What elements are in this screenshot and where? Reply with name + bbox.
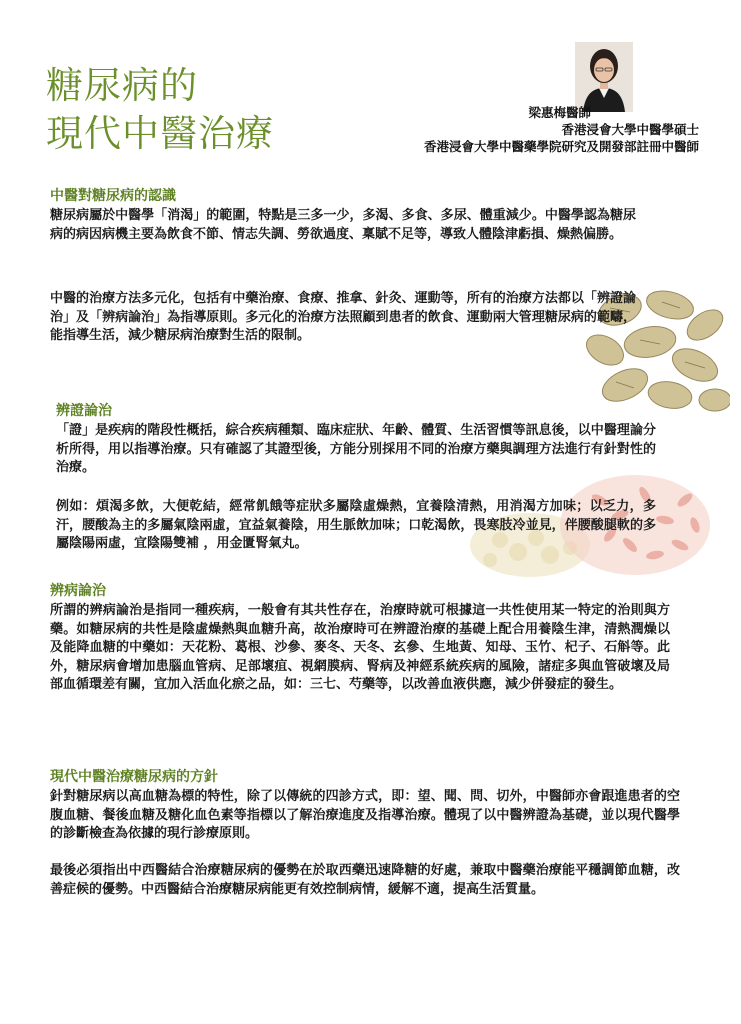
author-photo [575, 42, 633, 112]
paragraph-understanding-1: 糖尿病屬於中醫學「消渴」的範圍，特點是三多一少，多渴、多食、多尿、體重減少。中醫學認為糖尿病的病因病機主要為飲食不節、情志失調、勞欲過度、稟賦不足等，導致人體陰津虧損、燥熱偏勝。 [50, 208, 636, 242]
title-line-2: 現代中醫治療 [46, 112, 274, 155]
paragraph-modern-2: 最後必須指出中西醫結合治療糖尿病的優勢在於取西藥迅速降糖的好處，兼取中醫藥治療能平穩調節血糖，改善症候的優勢。中西醫結合治療糖尿病能更有效控制病情，緩解不適，提高生活質量。 [50, 863, 680, 897]
paragraph-syndrome-1: 「證」是疾病的階段性概括，綜合疾病種類、臨床症狀、年齡、體質、生活習慣等訊息後，以中醫理論分析所得，用以指導治療。只有確認了其證型後，方能分別採用不同的治療方藥與調理方法進行有針對性的治療。 [56, 423, 656, 475]
section-heading-disease: 辨病論治 [50, 583, 106, 599]
section-heading-syndrome: 辨證論治 [56, 403, 112, 419]
paragraph-syndrome-2: 例如：煩渴多飲，大便乾結，經常飢餓等症狀多屬陰虛燥熱，宜養陰清熱，用消渴方加味；以乏力，多汗，腰酸為主的多屬氣陰兩虛，宜益氣養陰，用生脈飲加味；口乾渴飲，畏寒肢冷並見，伴腰酸腿軟的多屬陰陽兩虛，宜陰陽雙補 ，用金匱腎氣丸。 [56, 499, 656, 551]
page-title [46, 62, 274, 158]
author-credential-1: 香港浸會大學中醫學碩士 [561, 122, 699, 137]
title-line-1: 糖尿病的 [46, 64, 198, 107]
section-heading-understanding: 中醫對糖尿病的認識 [50, 188, 176, 204]
author-credential-2: 香港浸會大學中醫藥學院研究及開發部註冊中醫師 [423, 139, 699, 154]
paragraph-understanding-2: 中醫的治療方法多元化，包括有中藥治療、食療、推拿、針灸、運動等，所有的治療方法都以「辨證論治」及「辨病論治」為指導原則。多元化的治療方法照顧到患者的飲食、運動兩大管理糖尿病的範疇，能指導生活，減少糖尿病治療對生活的限制。 [50, 291, 636, 343]
section-heading-modern: 現代中醫治療糖尿病的方針 [50, 769, 218, 785]
author-info [424, 104, 699, 155]
paragraph-disease-1: 所謂的辨病論治是指同一種疾病，一般會有其共性存在，治療時就可根據這一共性使用某一特定的治則與方藥。如糖尿病的共性是陰虛燥熱與血糖升高，故治療時可在辨證治療的基礎上配合用養陰生津，清熱潤燥以及能降血糖的中藥如：天花粉、葛根、沙參、麥冬、天冬、玄參、生地黃、知母、玉竹、杞子、石斛等。此外，糖尿病會增加患腦血管病、足部壞疽、視網膜病、腎病及神經系統疾病的風險，諸症多與血管破壞及局部血循環差有關，宜加入活血化瘀之品，如：三七、芍藥等，以改善血液供應，減少併發症的發生。 [50, 603, 670, 692]
author-name: 梁惠梅醫師 [528, 105, 591, 120]
paragraph-modern-1: 針對糖尿病以高血糖為標的特性，除了以傳統的四診方式，即：望、聞、問、切外，中醫師亦會跟進患者的空腹血糖、餐後血糖及糖化血色素等指標以了解治療進度及指導治療。體現了以中醫辨證為基礎，並以現代醫學的診斷檢查為依據的現行診療原則。 [50, 789, 680, 841]
